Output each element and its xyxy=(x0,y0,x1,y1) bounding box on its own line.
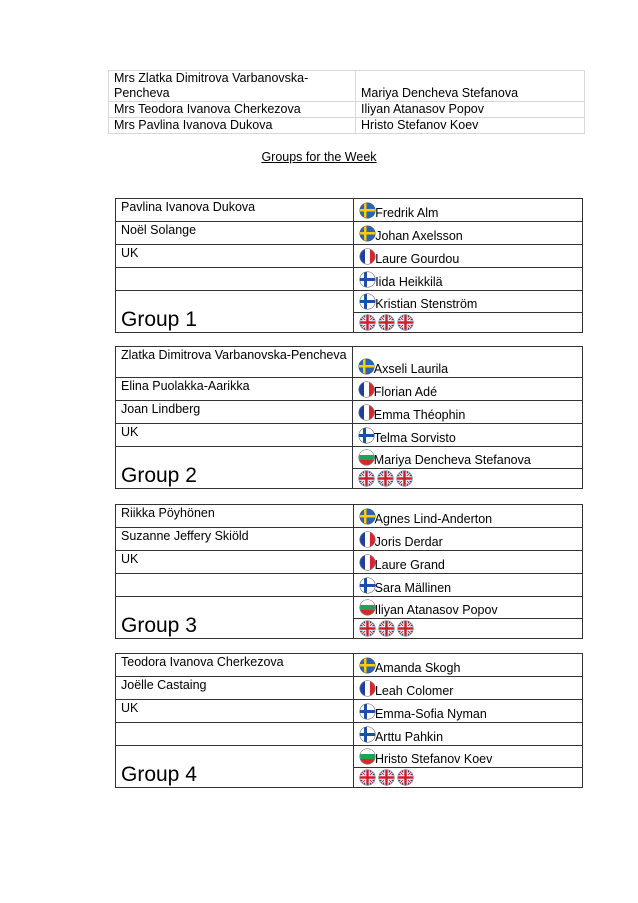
uk-flags-cell xyxy=(352,469,582,489)
heading-text: Groups for the Week xyxy=(261,150,377,164)
member-cell xyxy=(354,245,583,268)
sweden-flag-icon xyxy=(360,203,375,218)
finland-flag-icon xyxy=(360,294,375,309)
group-label: Group 4 xyxy=(116,746,354,788)
group-label: Group 1 xyxy=(116,291,354,333)
finland-flag-icon xyxy=(360,272,375,287)
table-row xyxy=(116,199,583,222)
member-name: Kristian Stenström xyxy=(375,297,478,311)
table-cell: Mrs Teodora Ivanova Cherkezova xyxy=(109,102,356,118)
table-row xyxy=(116,245,583,268)
member-cell xyxy=(354,291,583,313)
group-table-1 xyxy=(115,198,583,333)
member-name: Arttu Pahkin xyxy=(374,730,444,744)
table-row xyxy=(116,378,583,401)
france-flag-icon xyxy=(360,555,375,570)
member-cell xyxy=(353,723,582,746)
group-label: Group 2 xyxy=(116,447,353,489)
uk-flag-icon xyxy=(398,621,413,636)
france-flag-icon xyxy=(359,405,374,420)
bulgaria-flag-icon xyxy=(359,450,374,465)
uk-flag-icon xyxy=(378,471,393,486)
table-row xyxy=(116,746,583,768)
member-name: Amanda Skogh xyxy=(374,661,461,675)
member-name: Laure Gourdou xyxy=(375,252,460,266)
table-row xyxy=(116,222,583,245)
member-name: Joris Derdar xyxy=(374,535,443,549)
finland-flag-icon xyxy=(359,428,374,443)
table-row xyxy=(116,654,583,677)
uk-flag-icon xyxy=(379,770,394,785)
member-cell xyxy=(352,378,582,401)
table-row xyxy=(116,268,583,291)
member-name: Telma Sorvisto xyxy=(373,431,456,445)
uk-flag-icon xyxy=(379,621,394,636)
member-cell xyxy=(353,597,582,619)
table-row xyxy=(116,574,583,597)
sweden-flag-icon xyxy=(360,509,375,524)
member-cell xyxy=(353,551,582,574)
table-row xyxy=(116,424,583,447)
finland-flag-icon xyxy=(360,704,375,719)
leader-cell: UK xyxy=(116,700,354,723)
table-row xyxy=(116,528,583,551)
member-cell xyxy=(352,424,582,447)
uk-flag-icon xyxy=(360,621,375,636)
member-name: Laure Grand xyxy=(374,558,445,572)
uk-flag-icon xyxy=(398,315,413,330)
leader-cell: Riikka Pöyhönen xyxy=(116,505,354,528)
uk-flag-icon xyxy=(360,315,375,330)
france-flag-icon xyxy=(360,249,375,264)
sweden-flag-icon xyxy=(360,658,375,673)
member-cell xyxy=(353,654,582,677)
member-name: Leah Colomer xyxy=(374,684,454,698)
table-cell: Hristo Stefanov Koev xyxy=(356,118,585,134)
leader-cell: Joan Lindberg xyxy=(116,401,353,424)
member-cell xyxy=(352,447,582,469)
sweden-flag-icon xyxy=(359,359,374,374)
group-label: Group 3 xyxy=(116,597,354,639)
table-row xyxy=(116,291,583,313)
leader-cell xyxy=(116,723,354,746)
uk-flags-cell xyxy=(353,768,582,788)
sweden-flag-icon xyxy=(360,226,375,241)
uk-flag-icon xyxy=(379,315,394,330)
table-row xyxy=(116,723,583,746)
member-name: Iliyan Atanasov Popov xyxy=(374,603,498,617)
table-row xyxy=(116,597,583,619)
leader-cell: Pavlina Ivanova Dukova xyxy=(116,199,354,222)
leader-cell: UK xyxy=(116,424,353,447)
member-name: Mariya Dencheva Stefanova xyxy=(373,453,531,467)
table-row xyxy=(109,71,585,102)
leader-cell: UK xyxy=(116,245,354,268)
finland-flag-icon xyxy=(360,727,375,742)
member-cell xyxy=(354,222,583,245)
table-row xyxy=(116,347,583,378)
leader-cell: Suzanne Jeffery Skiöld xyxy=(116,528,354,551)
member-name: Florian Adé xyxy=(373,385,438,399)
member-name: Emma Théophin xyxy=(373,408,466,422)
france-flag-icon xyxy=(360,532,375,547)
uk-flags-cell xyxy=(353,619,582,639)
uk-flag-icon xyxy=(397,471,412,486)
table-cell: Mariya Dencheva Stefanova xyxy=(356,71,585,102)
member-name: Sara Mällinen xyxy=(374,581,452,595)
table-row xyxy=(109,118,585,134)
group-table-4 xyxy=(115,653,583,788)
top-pairing-table xyxy=(108,70,585,134)
uk-flags-cell xyxy=(354,313,583,333)
uk-flag-icon xyxy=(398,770,413,785)
member-name: Johan Axelsson xyxy=(375,229,463,243)
member-cell xyxy=(353,528,582,551)
leader-cell: Joëlle Castaing xyxy=(116,677,354,700)
member-cell xyxy=(353,677,582,700)
member-cell xyxy=(353,746,582,768)
table-row xyxy=(116,505,583,528)
leader-cell: Teodora Ivanova Cherkezova xyxy=(116,654,354,677)
table-row xyxy=(116,677,583,700)
bulgaria-flag-icon xyxy=(360,749,375,764)
group-table-3 xyxy=(115,504,583,639)
leader-cell: Elina Puolakka-Aarikka xyxy=(116,378,353,401)
table-cell: Mrs Zlatka Dimitrova Varbanovska-Pencheva xyxy=(109,71,356,102)
france-flag-icon xyxy=(360,681,375,696)
table-row xyxy=(116,401,583,424)
member-name: Hristo Stefanov Koev xyxy=(374,752,493,766)
bulgaria-flag-icon xyxy=(360,600,375,615)
uk-flag-icon xyxy=(359,471,374,486)
member-name: Fredrik Alm xyxy=(375,206,439,220)
france-flag-icon xyxy=(359,382,374,397)
member-cell xyxy=(354,268,583,291)
page-heading xyxy=(0,150,638,164)
leader-cell xyxy=(116,574,354,597)
leader-cell: Noël Solange xyxy=(116,222,354,245)
leader-cell xyxy=(116,268,354,291)
member-name: Axseli Laurila xyxy=(373,362,449,376)
member-cell xyxy=(353,700,582,723)
member-cell xyxy=(354,199,583,222)
leader-cell: UK xyxy=(116,551,354,574)
table-cell: Iliyan Atanasov Popov xyxy=(356,102,585,118)
table-cell: Mrs Pavlina Ivanova Dukova xyxy=(109,118,356,134)
finland-flag-icon xyxy=(360,578,375,593)
member-name: Agnes Lind-Anderton xyxy=(374,512,493,526)
leader-cell: Zlatka Dimitrova Varbanovska-Pencheva xyxy=(116,347,353,378)
member-cell xyxy=(352,347,582,378)
table-row xyxy=(116,700,583,723)
member-cell xyxy=(353,574,582,597)
table-row xyxy=(116,551,583,574)
group-table-2 xyxy=(115,346,583,489)
member-name: Iida Heikkilä xyxy=(375,275,443,289)
uk-flag-icon xyxy=(360,770,375,785)
member-name: Emma-Sofia Nyman xyxy=(374,707,487,721)
member-cell xyxy=(353,505,582,528)
table-row xyxy=(116,447,583,469)
table-row xyxy=(109,102,585,118)
member-cell xyxy=(352,401,582,424)
